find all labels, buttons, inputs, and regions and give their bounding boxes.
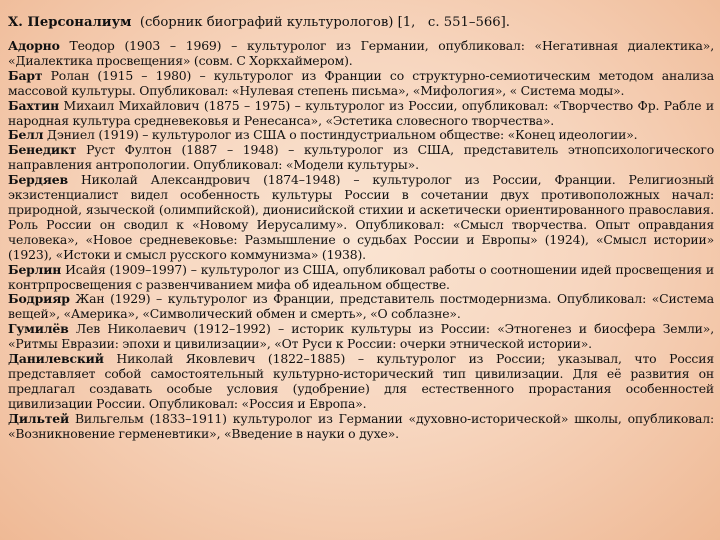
list-item: [8, 322, 714, 352]
entry-name: Бердяев: [8, 172, 68, 188]
entry-text: Лев Николаевич (1912–1992) – историк культуры из России: «Этногенез и биосфера Земли», «Ритмы Евразии: эпохи и цивилизации», «От Руси к России: очерки этнической истории».: [8, 321, 714, 352]
entry-name: Бенедикт: [8, 142, 77, 158]
list-item: [8, 128, 714, 143]
list-item: [8, 263, 714, 293]
entry-name: Бахтин: [8, 97, 60, 113]
entry-name: Адорно: [8, 38, 60, 53]
list-item: [8, 173, 714, 262]
section-title: Х. Персоналиум: [8, 15, 132, 30]
entry-text: Николай Яковлевич (1822–1885) – культуролог из России; указывал, что Россия представляет собой самостоятельный культурно-исторический тип цивилизации. Для её развития он предлагал создавать особые условия (удобрение) для естественного прорастания особенностей цивилизации России. Опубликовал: «Россия и Европа».: [8, 351, 714, 411]
list-item: [8, 412, 714, 442]
entry-text: Теодор (1903 – 1969) – культуролог из Германии, опубликовал: «Негативная диалектика», «Диалектика просвещения» (совм. С Хоркхаймером).: [8, 38, 714, 68]
list-item: [8, 99, 714, 129]
section-heading: [8, 14, 714, 31]
entry-text: Михаил Михайлович (1875 – 1975) – культуролог из России, опубликовал: «Творчество Фр. Рабле и народная культура средневековья и Ренесанса», «Эстетика словесного творчества».: [8, 97, 714, 128]
entry-name: Гумилёв: [8, 321, 69, 337]
entry-text: Ролан (1915 – 1980) – культуролог из Франции со структурно-семиотическим методом анализа массовой культуры. Опубликовал: «Нулевая степень письма», «Мифология», « Система моды».: [8, 67, 714, 98]
entry-text: Исайя (1909–1997) – культуролог из США, опубликовал работы о соотношении идей просвещения и контрпросвещения с развенчиванием мифа об идеальном обществе.: [8, 261, 714, 292]
entry-text: Николай Александрович (1874–1948) – культуролог из России, Франции. Религиозный экзистенциалист видел особенность культуры России в сочетании двух противоположных начал: природной, языческой (олимпийской), дионисийской стихии и аскетически ориентированного православия. Роль России он сводил к «Новому Иерусалиму». Опубликовал: «Смысл творчества. Опыт оправдания человека», «Новое средневековье: Размышление о судьбах России и Европы» (1924), «Смысл истории» (1923), «Истоки и смысл русского коммунизма» (1938).: [8, 172, 714, 262]
entry-name: Дильтей: [8, 410, 70, 426]
list-item: [8, 69, 714, 99]
entry-text: Дэниел (1919) – культуролог из США о постиндустриальном обществе: «Конец идеологии».: [43, 127, 638, 143]
entry-text: Руст Фултон (1887 – 1948) – культуролог из США, представитель этнопсихологического направления антропологии. Опубликовал: «Модели культуры».: [8, 142, 714, 173]
entry-text: Жан (1929) – культуролог из Франции, представитель постмодернизма. Опубликовал: «Система вещей», «Америка», «Символический обмен и смерть», «О соблазне».: [8, 291, 714, 322]
list-item: [8, 352, 714, 412]
entry-list: [8, 39, 714, 441]
entry-text: Вильгельм (1833–1911) культуролог из Германии «духовно-исторической» школы, опубликовал: «Возникновение герменевтики», «Введение в науки о духе».: [8, 410, 714, 441]
list-item: [8, 143, 714, 173]
document-page: [8, 14, 714, 534]
section-subtitle: (сборник биографий культурологов) [1, с. 551–566].: [131, 15, 510, 30]
entry-name: Барт: [8, 67, 43, 83]
list-item: [8, 292, 714, 322]
list-item: [8, 39, 714, 69]
entry-name: Берлин: [8, 261, 62, 277]
entry-name: Данилевский: [8, 351, 104, 367]
entry-name: Бодрияр: [8, 291, 70, 307]
entry-name: Белл: [8, 127, 44, 143]
